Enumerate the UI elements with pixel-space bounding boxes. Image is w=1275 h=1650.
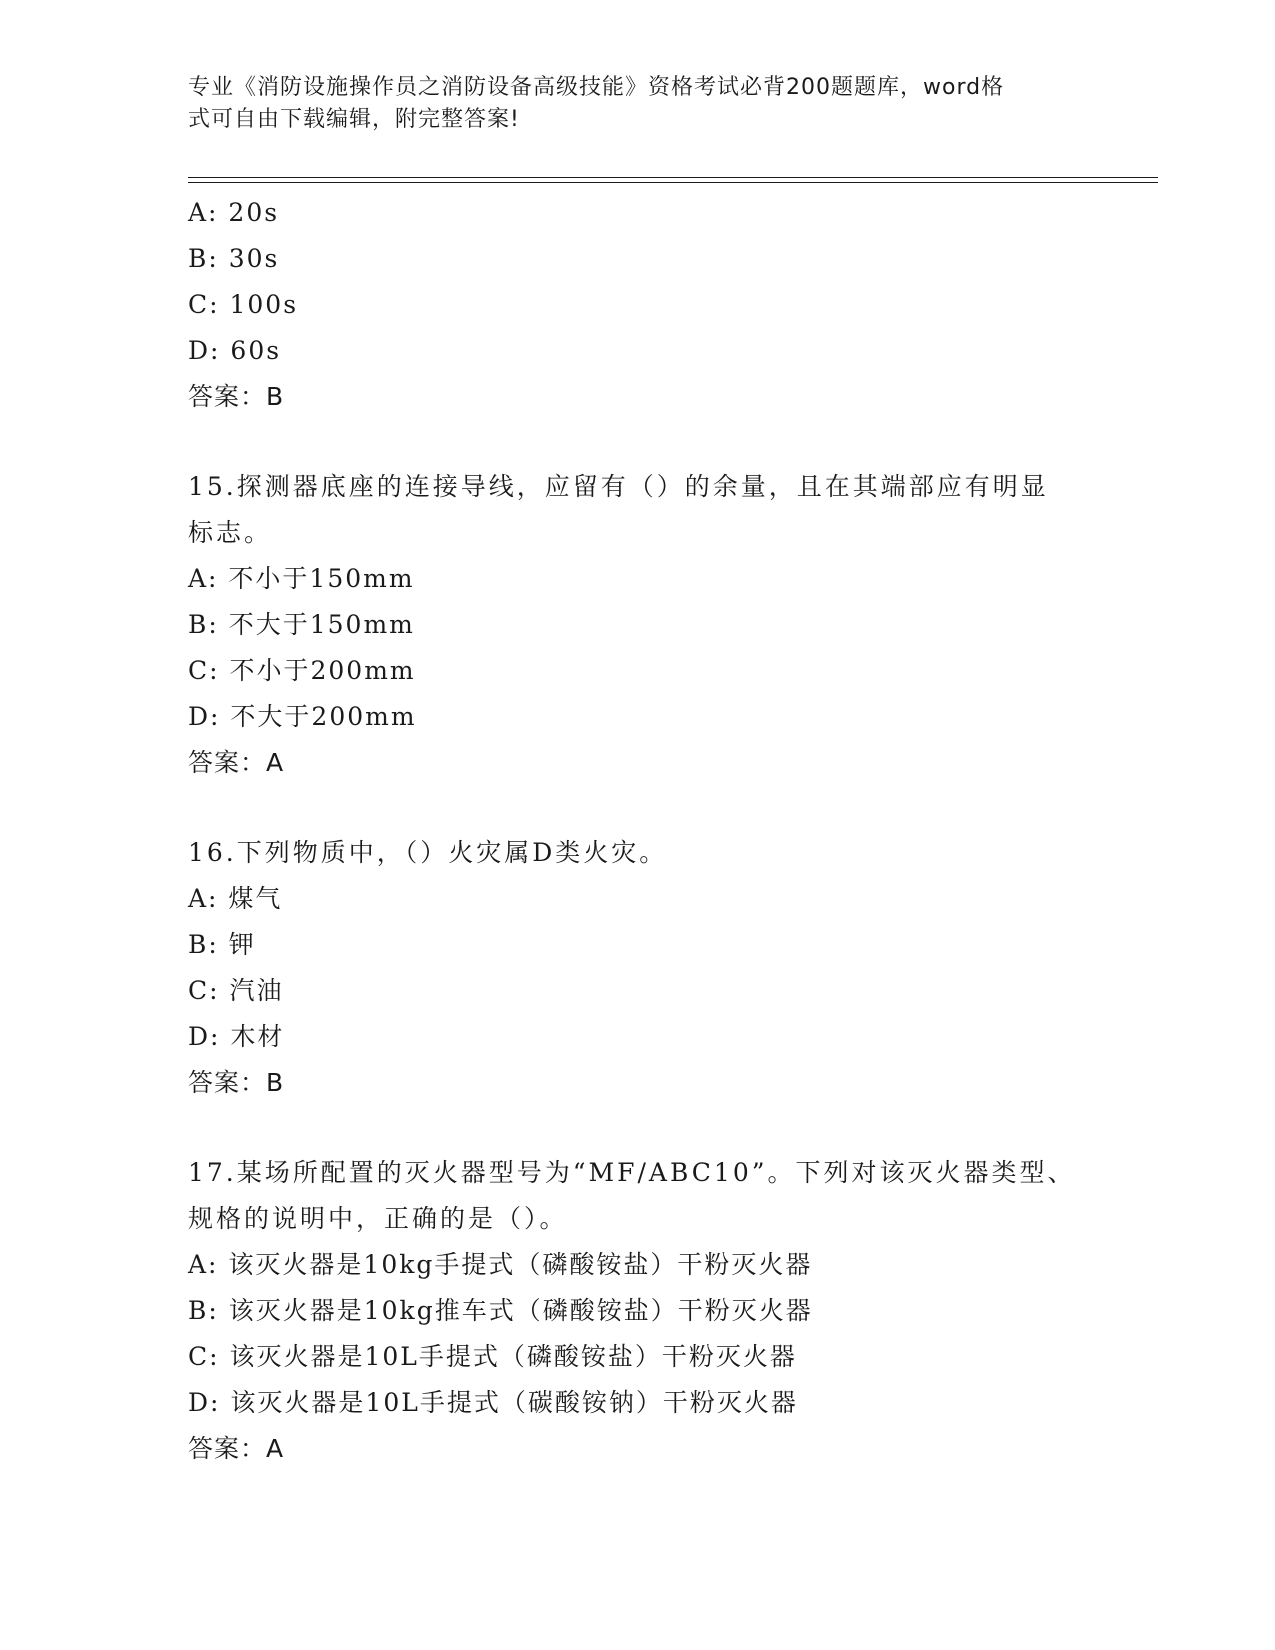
option-b: B: 30s — [188, 244, 280, 273]
header-line-2: 式可自由下载编辑，附完整答案! — [188, 107, 520, 132]
document-header — [188, 72, 1068, 136]
option-a: A: 该灭火器是10kg手提式（磷酸铵盐）干粉灭火器 — [188, 1250, 813, 1279]
option-b: B: 该灭火器是10kg推车式（磷酸铵盐）干粉灭火器 — [188, 1296, 813, 1325]
question-text-line-1: 16.下列物质中，（）火灾属D类火灾。 — [188, 838, 668, 867]
question-16 — [188, 830, 1088, 1106]
question-text-line-1: 17.某场所配置的灭火器型号为“MF/ABC10”。下列对该灭火器类型、 — [188, 1158, 1076, 1187]
option-d: D: 木材 — [188, 1022, 285, 1051]
option-c: C: 汽油 — [188, 976, 284, 1005]
header-rule-top — [188, 177, 1158, 178]
question-15 — [188, 464, 1088, 786]
option-d: D: 该灭火器是10L手提式（碳酸铵钠）干粉灭火器 — [188, 1388, 798, 1417]
option-b: B: 不大于150mm — [188, 610, 415, 639]
option-c: C: 该灭火器是10L手提式（磷酸铵盐）干粉灭火器 — [188, 1342, 797, 1371]
option-d: D: 60s — [188, 336, 282, 365]
question-text-line-2: 规格的说明中，正确的是（）。 — [188, 1204, 568, 1233]
question-text-line-2: 标志。 — [188, 518, 273, 547]
option-a: A: 20s — [188, 198, 280, 227]
option-a: A: 煤气 — [188, 884, 283, 913]
question-text-line-1: 15.探测器底座的连接导线，应留有（）的余量，且在其端部应有明显 — [188, 472, 1049, 501]
answer: 答案：A — [188, 748, 285, 777]
answer: 答案：A — [188, 1434, 285, 1463]
question-17 — [188, 1150, 1088, 1472]
option-c: C: 100s — [188, 290, 299, 319]
header-line-1: 专业《消防设施操作员之消防设备高级技能》资格考试必背200题题库，word格 — [188, 75, 1005, 100]
answer: 答案：B — [188, 382, 285, 411]
question-list — [188, 190, 1088, 1472]
option-d: D: 不大于200mm — [188, 702, 417, 731]
answer: 答案：B — [188, 1068, 285, 1097]
option-b: B: 钾 — [188, 930, 256, 959]
option-a: A: 不小于150mm — [188, 564, 415, 593]
header-rule-bottom — [188, 182, 1158, 183]
question-14 — [188, 190, 1088, 420]
option-c: C: 不小于200mm — [188, 656, 416, 685]
